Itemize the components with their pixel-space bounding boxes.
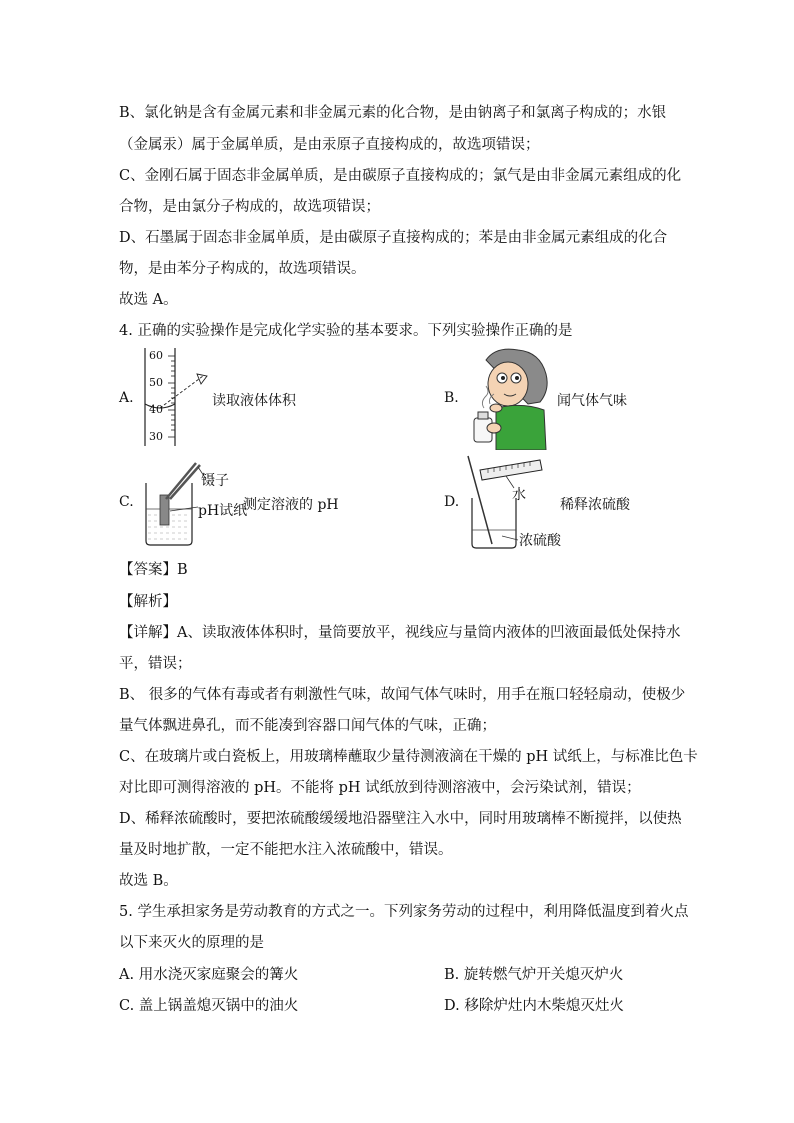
q5-stem-line1: 5. 学生承担家务是劳动教育的方式之一。下列家务劳动的过程中，利用降低温度到着火点 <box>119 904 689 920</box>
q4-choice: 故选 B。 <box>119 873 178 889</box>
q4-detail-d-line1: D、稀释浓硫酸时，要把浓硫酸缓缓地沿器壁注入水中，同时用玻璃棒不断搅拌，以使热 <box>119 811 682 827</box>
cylinder-tick-40: 40 <box>149 403 163 416</box>
q3-option-d-line1: D、石墨属于固态非金属单质，是由碳原子直接构成的；苯是由非金属元素组成的化合 <box>119 230 668 246</box>
q4-option-b-letter: B. <box>444 390 459 406</box>
q3-choice: 故选 A。 <box>119 292 178 308</box>
q3-option-c-line1: C、金刚石属于固态非金属单质，是由碳原子直接构成的；氯气是由非金属元素组成的化 <box>119 168 682 184</box>
detail-a-text: A、读取液体体积时，量筒要放平，视线应与量筒内液体的凹液面最低处保持水 <box>177 625 681 641</box>
q4-detail-a-line2: 平，错误； <box>119 656 192 672</box>
q4-option-d-caption: 稀释浓硫酸 <box>560 497 630 513</box>
q5-option-d: D. 移除炉灶内木柴熄灭灶火 <box>444 998 624 1014</box>
ph-paper-label: pH试纸 <box>198 503 248 519</box>
detail-tag: 【详解】 <box>119 625 177 641</box>
cylinder-tick-50: 50 <box>149 376 163 389</box>
q5-option-b: B. 旋转燃气炉开关熄灭炉火 <box>444 967 624 983</box>
q3-option-b-line1: B、氯化钠是含有金属元素和非金属元素的化合物，是由钠离子和氯离子构成的；水银 <box>119 105 667 121</box>
water-label: 水 <box>512 487 526 503</box>
q4-answer: 【答案】B <box>119 562 188 578</box>
graduated-cylinder-figure <box>135 346 215 446</box>
q4-option-d-letter: D. <box>444 494 460 510</box>
q4-detail-a-line1 <box>119 623 680 643</box>
q4-detail-d-line2: 量及时地扩散，一定不能把水注入浓硫酸中，错误。 <box>119 842 453 858</box>
q5-option-c: C. 盖上锅盖熄灭锅中的油火 <box>119 998 299 1014</box>
q3-option-b-line2: （金属汞）属于金属单质，是由汞原子直接构成的，故选项错误； <box>119 137 540 153</box>
cylinder-tick-60: 60 <box>149 349 163 362</box>
q3-option-c-line2: 合物，是由氯分子构成的，故选项错误； <box>119 199 380 215</box>
q5-option-a: A. 用水浇灭家庭聚会的篝火 <box>119 967 299 983</box>
q4-option-b-caption: 闻气体气味 <box>557 393 627 409</box>
q4-detail-b-line2: 量气体飘进鼻孔，而不能凑到容器口闻气体的气味，正确； <box>119 718 496 734</box>
q4-detail-b-line1: B、 很多的气体有毒或者有刺激性气味，故闻气体气味时，用手在瓶口轻轻扇动，使极少 <box>119 687 686 703</box>
q4-detail-c-line1: C、在玻璃片或白瓷板上，用玻璃棒蘸取少量待测液滴在干燥的 pH 试纸上，与标准比色卡 <box>119 749 698 765</box>
q4-option-c-caption: 测定溶液的 pH <box>243 497 339 513</box>
q4-detail-c-line2: 对比即可测得溶液的 pH。不能将 pH 试纸放到待测溶液中，会污染试剂，错误； <box>119 780 641 796</box>
cylinder-tick-30: 30 <box>149 430 163 443</box>
q4-option-a-caption: 读取液体体积 <box>212 393 296 409</box>
q3-option-d-line2: 物，是由苯分子构成的，故选项错误。 <box>119 261 366 277</box>
conc-acid-label: 浓硫酸 <box>519 533 561 549</box>
q5-stem-line2: 以下来灭火的原理的是 <box>119 935 264 951</box>
tweezers-label: 镊子 <box>201 473 229 489</box>
q4-option-a-letter: A. <box>119 390 134 406</box>
q4-option-c-letter: C. <box>119 494 134 510</box>
smelling-gas-figure <box>466 346 552 450</box>
q4-analysis-title: 【解析】 <box>119 594 177 610</box>
q4-stem: 4. 正确的实验操作是完成化学实验的基本要求。下列实验操作正确的是 <box>119 323 573 339</box>
